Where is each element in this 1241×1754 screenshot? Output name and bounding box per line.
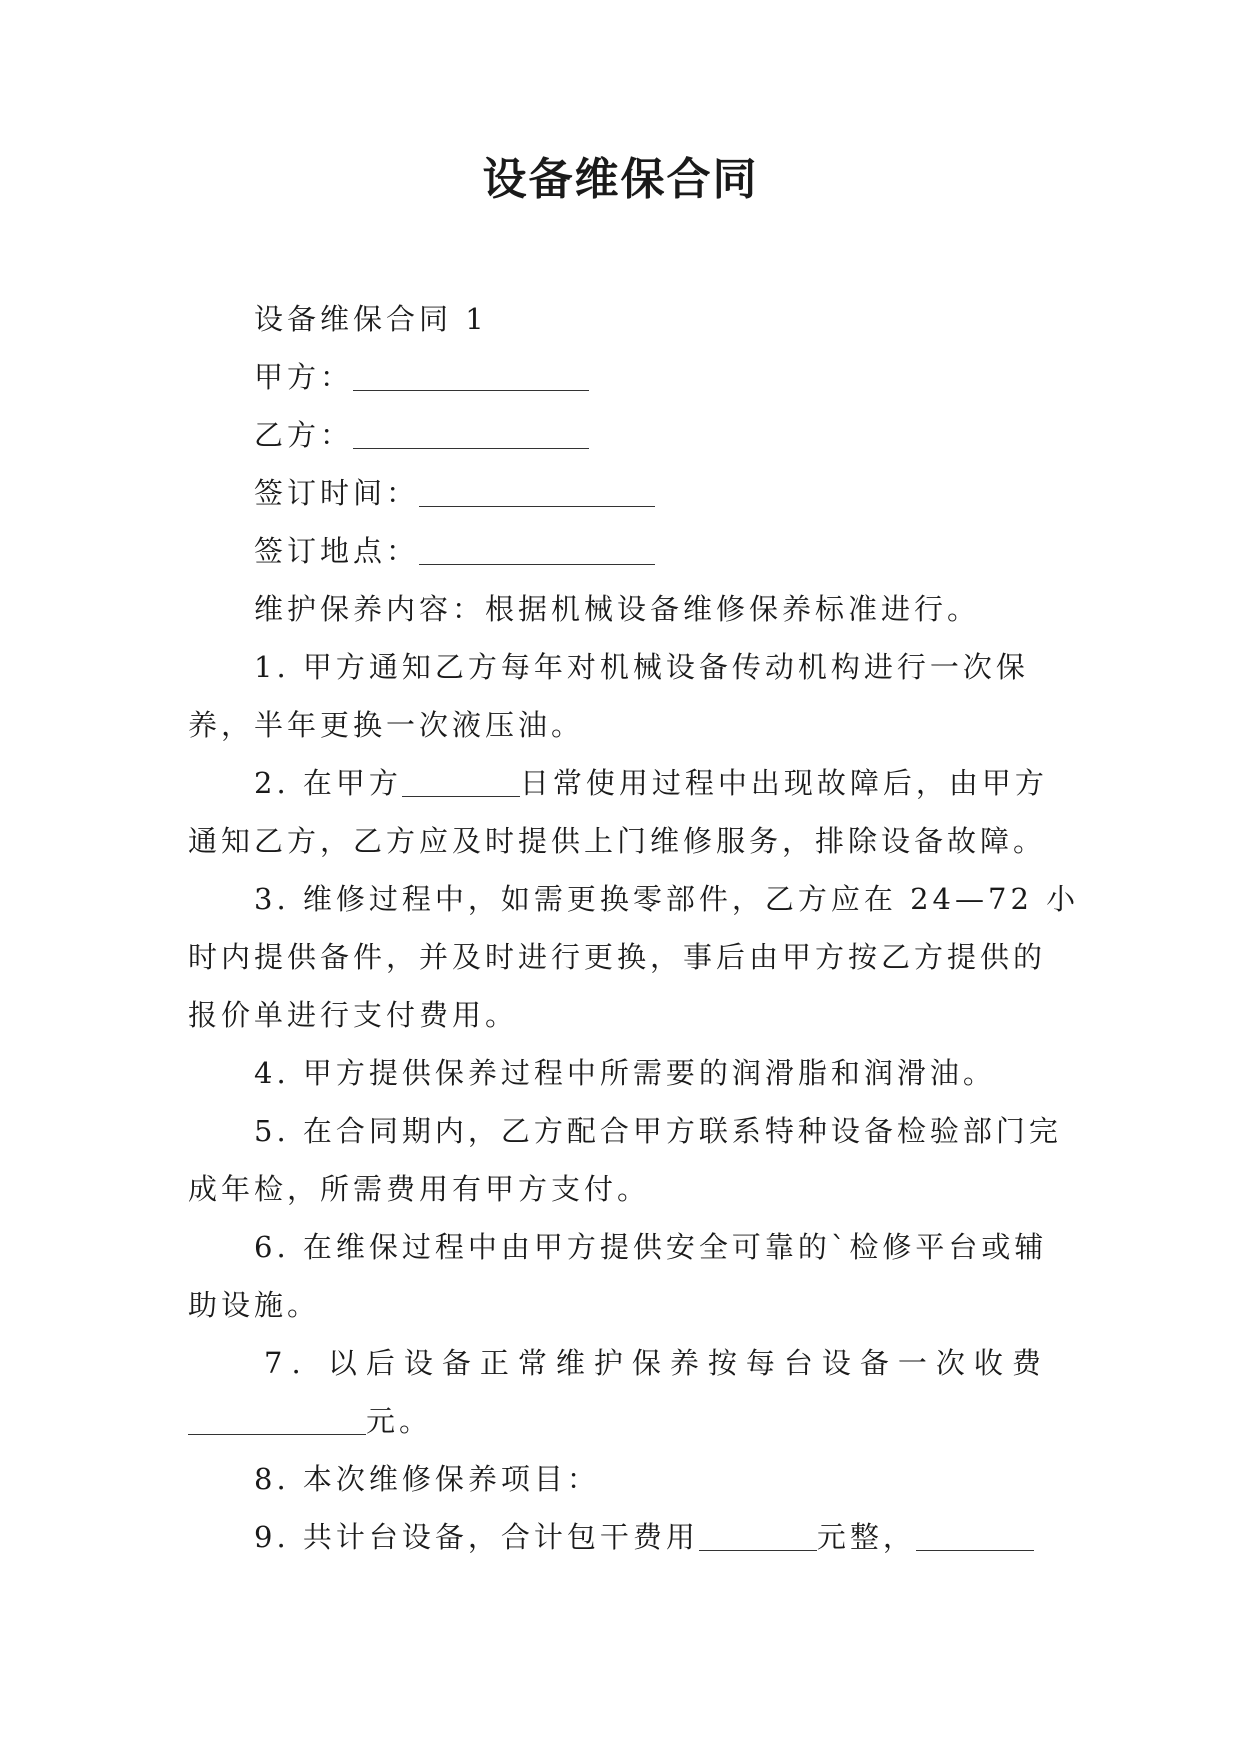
item-2-text-b: 日常使用过程中出现故障后，由甲方 — [519, 766, 1048, 800]
item-4: 4. 甲方提供保养过程中所需要的润滑脂和润滑油。 — [254, 1056, 996, 1090]
maintenance-content: 维护保养内容：根据机械设备维修保养标准进行。 — [254, 592, 981, 626]
item-3-line-1: 3. 维修过程中，如需更换零部件，乙方应在 24—72 小 — [254, 882, 1080, 916]
sign-place-blank — [419, 534, 655, 565]
item-6-line-1: 6. 在维保过程中由甲方提供安全可靠的`检修平台或辅 — [254, 1230, 1048, 1264]
item-9-amount-blank — [699, 1520, 817, 1551]
item-3-line-3: 报价单进行支付费用。 — [188, 998, 519, 1032]
sign-time-label: 签订时间： — [254, 476, 420, 510]
document-title: 设备维保合同 — [482, 154, 759, 205]
item-5-line-2: 成年检，所需费用有甲方支付。 — [188, 1172, 651, 1206]
item-2-line-2: 通知乙方，乙方应及时提供上门维修服务，排除设备故障。 — [188, 824, 1047, 858]
item-5-line-1: 5. 在合同期内，乙方配合甲方联系特种设备检验部门完 — [254, 1114, 1062, 1148]
sign-place-line — [188, 522, 1056, 580]
item-9-text-b: 元整， — [816, 1520, 916, 1554]
item-9-line — [188, 1508, 1056, 1566]
item-2-line-1 — [188, 754, 1056, 812]
item-1-line-2: 养，半年更换一次液压油。 — [188, 708, 585, 742]
item-3-line-2: 时内提供备件，并及时进行更换，事后由甲方按乙方提供的 — [188, 940, 1047, 974]
party-b-label: 乙方： — [254, 418, 354, 452]
party-b-blank — [353, 418, 589, 449]
item-7-text: 7. 以后设备正常维护保养按每台设备一次收费 — [264, 1346, 1050, 1380]
party-b-line — [188, 406, 1056, 464]
item-7-line-1 — [188, 1334, 1056, 1392]
item-7-fee-blank — [188, 1404, 366, 1435]
party-a-line — [188, 348, 1056, 406]
item-8: 8. 本次维修保养项目： — [254, 1462, 600, 1496]
party-a-blank — [353, 360, 589, 391]
document-body — [188, 290, 1080, 1566]
sign-place-label: 签订地点： — [254, 534, 420, 568]
item-9-text-a: 9. 共计台设备，合计包干费用 — [254, 1520, 699, 1554]
item-2-text-a: 2. 在甲方 — [254, 766, 402, 800]
item-6-line-2: 助设施。 — [188, 1288, 321, 1322]
contract-subtitle: 设备维保合同 1 — [254, 302, 488, 336]
sign-time-blank — [419, 476, 655, 507]
sign-time-line — [188, 464, 1056, 522]
party-a-label: 甲方： — [254, 360, 354, 394]
item-7-line-2 — [188, 1392, 1056, 1450]
item-7-unit: 元。 — [366, 1404, 433, 1438]
item-1-line-1: 1. 甲方通知乙方每年对机械设备传动机构进行一次保 — [254, 650, 1029, 684]
item-2-blank — [402, 766, 520, 797]
item-9-trailing-blank — [916, 1520, 1034, 1551]
